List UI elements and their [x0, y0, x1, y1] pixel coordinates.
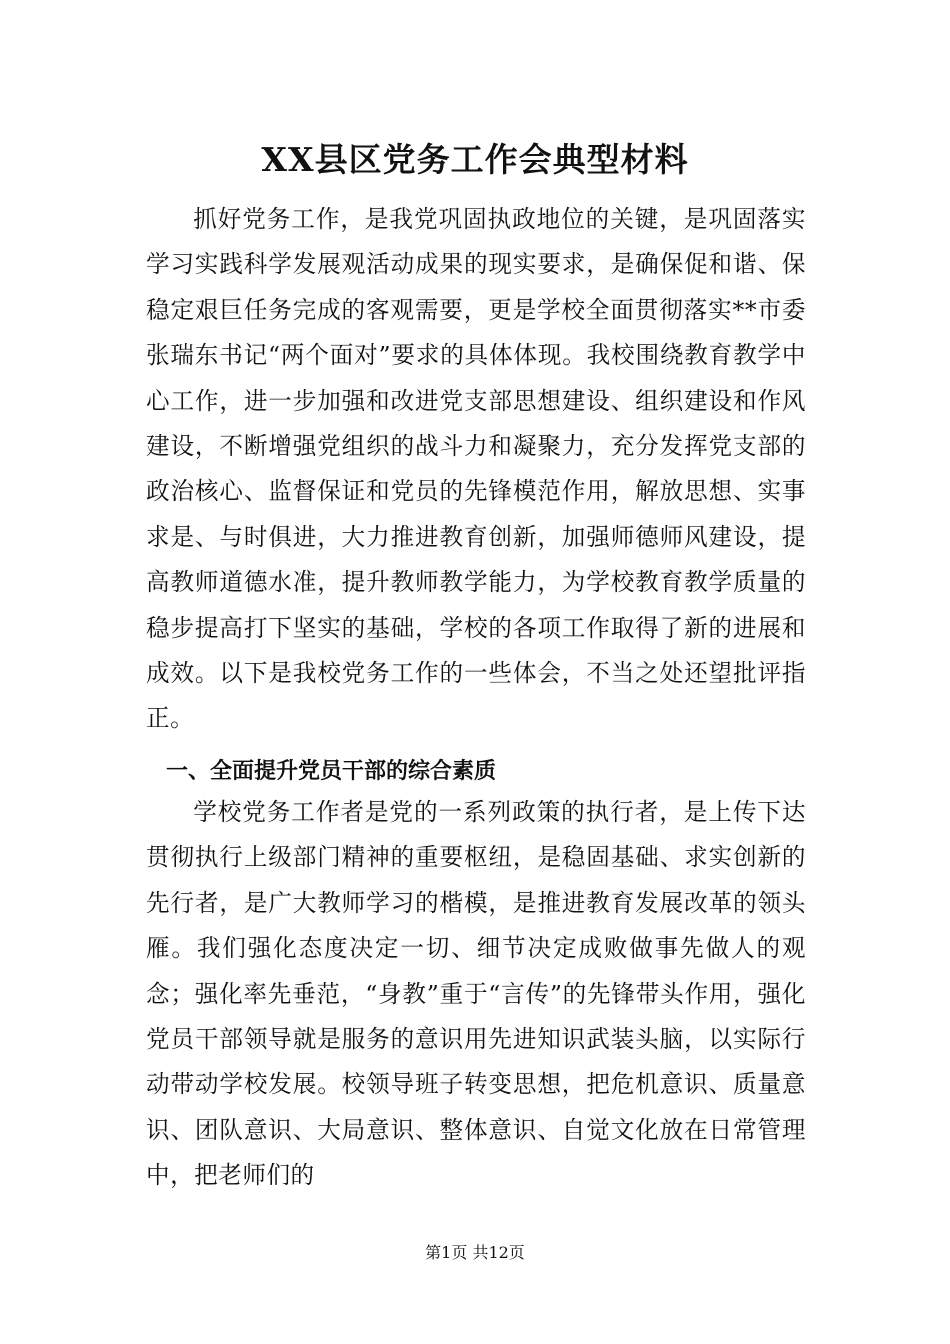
intro-paragraph: 抓好党务工作，是我党巩固执政地位的关键，是巩固落实学习实践科学发展观活动成果的现实要求，是确保促和谐、保稳定艰巨任务完成的客观需要，更是学校全面贯彻落实**市委张瑞东书记“两个面对”要求的具体体现。我校围绕教育教学中心工作，进一步加强和改进党支部思想建设、组织建设和作风建设，不断增强党组织的战斗力和凝聚力，充分发挥党支部的政治核心、监督保证和党员的先锋模范作用，解放思想、实事求是、与时俱进，大力推进教育创新，加强师德师风建设，提高教师道德水准，提升教师教学能力，为学校教育教学质量的稳步提高打下坚实的基础，学校的各项工作取得了新的进展和成效。以下是我校党务工作的一些体会，不当之处还望批评指正。 — [146, 205, 806, 733]
page-footer: 第1页 共12页 — [425, 1243, 525, 1262]
section-paragraph: 学校党务工作者是党的一系列政策的执行者，是上传下达贯彻执行上级部门精神的重要枢纽，是稳固基础、求实创新的先行者，是广大教师学习的楷模，是推进教育发展改革的领头雁。我们强化态度决定一切、细节决定成败做事先做人的观念；强化率先垂范，“身教”重于“言传”的先锋带头作用，强化党员干部领导就是服务的意识用先进知识武装头脑，以实际行动带动学校发展。校领导班子转变思想，把危机意识、质量意识、团队意识、大局意识、整体意识、自觉文化放在日常管理中，把老师们的 — [146, 798, 806, 1190]
document-title: XX县区党务工作会典型材料 — [261, 140, 689, 179]
section-heading: 一、全面提升党员干部的综合素质 — [166, 759, 497, 784]
